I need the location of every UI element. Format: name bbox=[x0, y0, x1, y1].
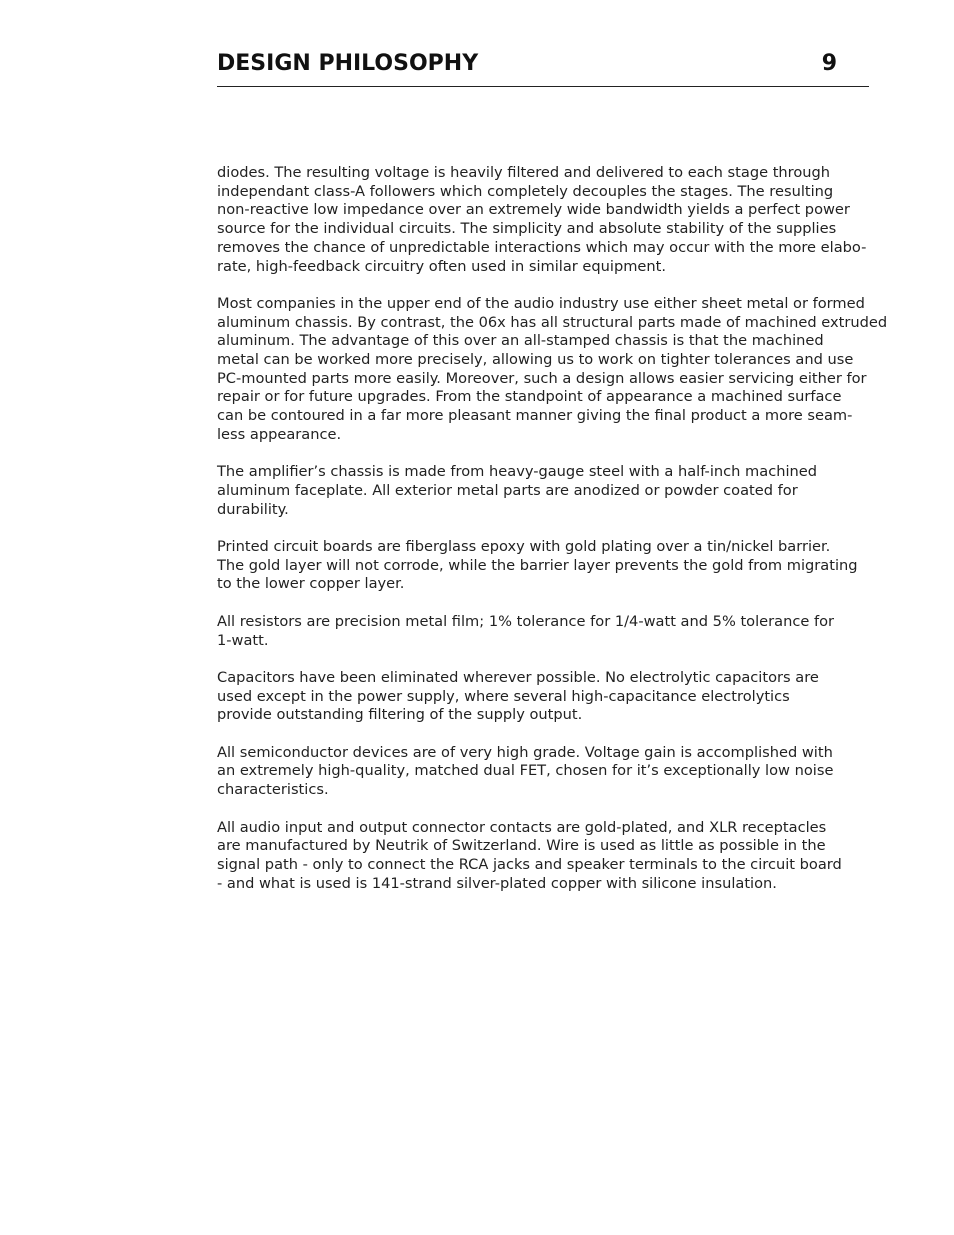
paragraph-line: characteristics. bbox=[217, 781, 329, 799]
paragraph bbox=[217, 613, 907, 650]
paragraph-line: All resistors are precision metal film; 1% tolerance for 1/4-watt and 5% tolerance for bbox=[217, 612, 835, 630]
paragraph-line: 1-watt. bbox=[217, 631, 269, 649]
paragraph bbox=[217, 744, 907, 800]
page-header bbox=[217, 50, 869, 87]
paragraph-line: are manufactured by Neutrik of Switzerland. Wire is used as little as possible in the bbox=[217, 837, 826, 855]
paragraph-line: All audio input and output connector contacts are gold-plated, and XLR receptacles bbox=[217, 818, 827, 836]
paragraph bbox=[217, 164, 907, 276]
paragraph-line: rate, high-feedback circuitry often used in similar equipment. bbox=[217, 257, 667, 275]
paragraph-line: - and what is used is 141-strand silver-plated copper with silicone insulation. bbox=[217, 874, 777, 892]
paragraph bbox=[217, 669, 907, 725]
paragraph-line: Most companies in the upper end of the audio industry use either sheet metal or formed bbox=[217, 294, 865, 312]
paragraph-line: repair or for future upgrades. From the standpoint of appearance a machined surface bbox=[217, 388, 842, 406]
paragraph-line: metal can be worked more precisely, allowing us to work on tighter tolerances and use bbox=[217, 351, 854, 369]
paragraph bbox=[217, 538, 907, 594]
paragraph-line: Printed circuit boards are fiberglass epoxy with gold plating over a tin/nickel barrier. bbox=[217, 538, 831, 556]
paragraph bbox=[217, 819, 907, 894]
paragraph-line: signal path - only to connect the RCA jacks and speaker terminals to the circuit board bbox=[217, 855, 842, 873]
paragraph bbox=[217, 295, 907, 445]
paragraph-line: less appearance. bbox=[217, 425, 342, 443]
paragraph-line: removes the chance of unpredictable interactions which may occur with the more elabo- bbox=[217, 238, 867, 256]
paragraph-line: durability. bbox=[217, 500, 289, 518]
paragraph-line: aluminum chassis. By contrast, the 06x has all structural parts made of machined extruded bbox=[217, 313, 888, 331]
body-text bbox=[217, 164, 907, 912]
paragraph-line: The amplifier’s chassis is made from heavy-gauge steel with a half-inch machined bbox=[217, 463, 818, 481]
paragraph-line: used except in the power supply, where several high-capacitance electrolytics bbox=[217, 687, 790, 705]
paragraph-line: Capacitors have been eliminated wherever possible. No electrolytic capacitors are bbox=[217, 668, 819, 686]
paragraph-line: provide outstanding filtering of the supply output. bbox=[217, 706, 583, 724]
paragraph-line: an extremely high-quality, matched dual FET, chosen for it’s exceptionally low noise bbox=[217, 762, 834, 780]
paragraph-line: All semiconductor devices are of very high grade. Voltage gain is accomplished with bbox=[217, 743, 833, 761]
paragraph-line: independant class-A followers which completely decouples the stages. The resulting bbox=[217, 182, 834, 200]
paragraph-line: aluminum. The advantage of this over an all-stamped chassis is that the machined bbox=[217, 332, 824, 350]
paragraph-line: aluminum faceplate. All exterior metal parts are anodized or powder coated for bbox=[217, 481, 798, 499]
page-number: 9 bbox=[821, 51, 837, 76]
paragraph-line: non-reactive low impedance over an extremely wide bandwidth yields a perfect power bbox=[217, 201, 850, 219]
paragraph-line: diodes. The resulting voltage is heavily filtered and delivered to each stage through bbox=[217, 164, 831, 181]
paragraph-line: to the lower copper layer. bbox=[217, 575, 405, 593]
page-title: DESIGN PHILOSOPHY bbox=[217, 51, 479, 76]
paragraph bbox=[217, 463, 907, 519]
paragraph-line: source for the individual circuits. The simplicity and absolute stability of the supplies bbox=[217, 220, 837, 238]
paragraph-line: can be contoured in a far more pleasant manner giving the final product a more seam- bbox=[217, 407, 853, 425]
paragraph-line: PC-mounted parts more easily. Moreover, such a design allows easier servicing either for bbox=[217, 369, 867, 387]
paragraph-line: The gold layer will not corrode, while the barrier layer prevents the gold from migrating bbox=[217, 556, 858, 574]
